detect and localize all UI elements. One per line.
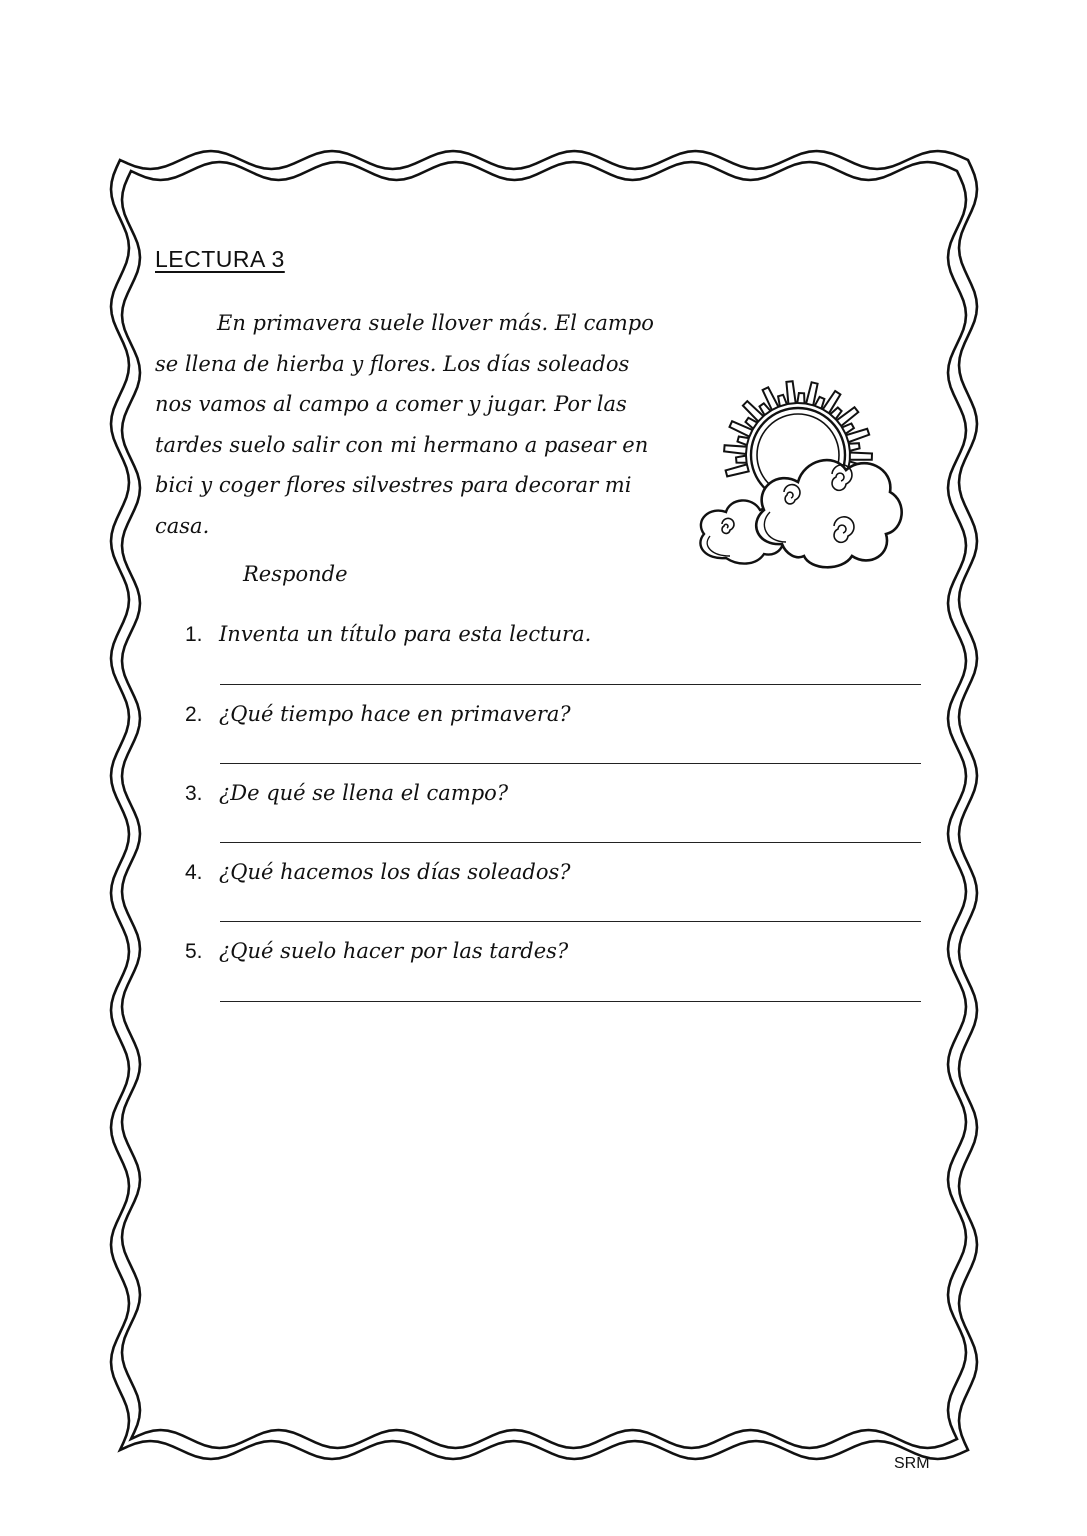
answer-line-2[interactable] (220, 763, 921, 764)
question-5 (185, 939, 568, 964)
sun-ray (738, 437, 749, 446)
sun-ray (724, 445, 747, 454)
question-number: 5. (185, 940, 203, 963)
question-3 (185, 781, 508, 806)
question-number: 4. (185, 861, 203, 884)
worksheet-title: LECTURA 3 (155, 246, 285, 272)
question-number: 1. (185, 623, 203, 646)
sun-ray (786, 381, 795, 404)
question-text: ¿Qué hacemos los días soleados? (219, 860, 571, 884)
sun-ray (778, 395, 787, 407)
answer-line-1[interactable] (220, 684, 921, 685)
question-4 (185, 860, 571, 885)
sun-ray (736, 456, 747, 463)
answer-line-4[interactable] (220, 921, 921, 922)
sun-with-clouds-icon (686, 320, 908, 575)
question-text: ¿Qué tiempo hace en primavera? (219, 702, 571, 726)
reading-text: En primavera suele llover más. El campo se llena de hierba y flores. Los días soleados nos vamos al campo a comer y jugar. Por las tardes suelo salir con mi hermano a pasear en bici y coger flores silvestres para decorar mi casa. (155, 311, 654, 538)
sun-ray (743, 401, 764, 421)
sun-ray (850, 453, 872, 460)
question-number: 3. (185, 782, 203, 805)
question-number: 2. (185, 703, 203, 726)
sun-ray (815, 397, 825, 409)
sun-ray (797, 393, 804, 403)
sun-ray (849, 443, 860, 451)
author-signature: SRM (894, 1455, 930, 1472)
question-2 (185, 702, 571, 727)
question-text: Inventa un título para esta lectura. (219, 622, 592, 646)
responde-instruction: Responde (243, 562, 348, 586)
sun-ray (726, 464, 749, 476)
question-text: ¿De qué se llena el campo? (219, 781, 509, 805)
answer-line-5[interactable] (220, 1001, 921, 1002)
answer-line-3[interactable] (220, 842, 921, 843)
question-1 (185, 622, 591, 647)
question-text: ¿Qué suelo hacer por las tardes? (219, 939, 569, 963)
